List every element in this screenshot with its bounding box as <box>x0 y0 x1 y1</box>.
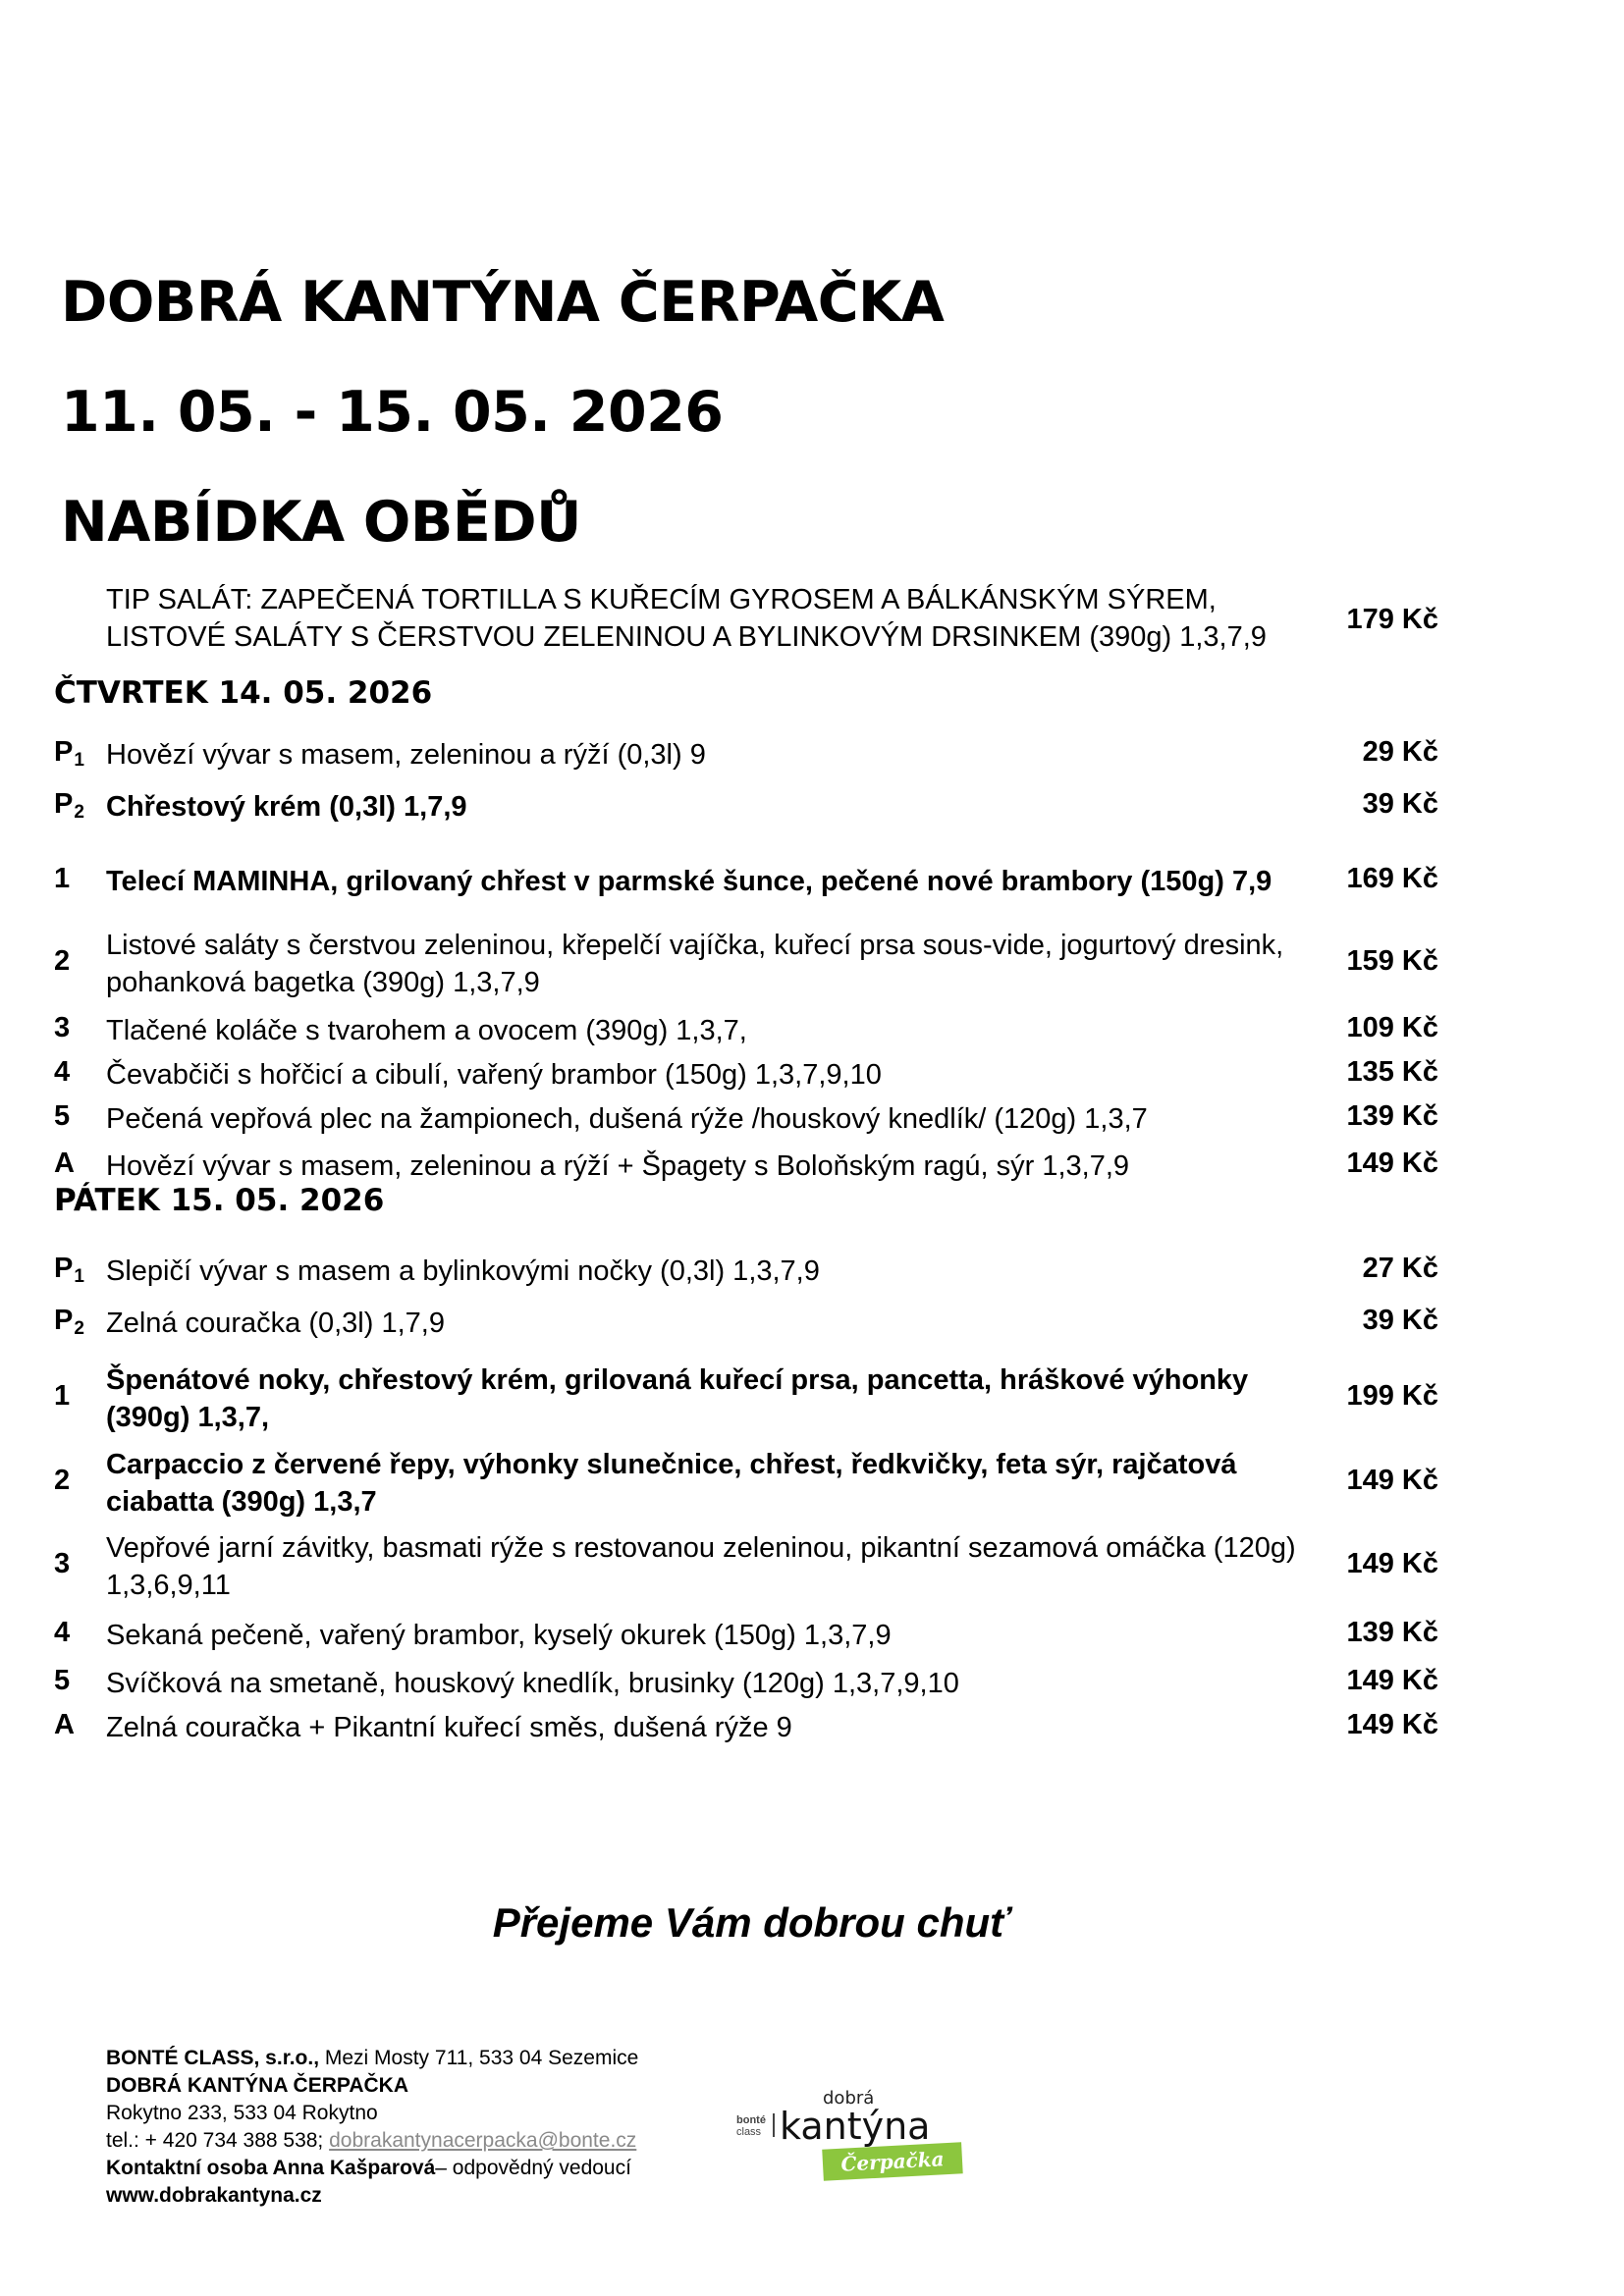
menu-item-text: Tlačené koláče s tvarohem a ovocem (390g) 1,3,7, <box>106 1015 747 1046</box>
menu-item-code-letter: 5 <box>54 1665 71 1696</box>
menu-item-code-letter: 1 <box>54 863 71 894</box>
menu-item-code-letter: 4 <box>54 1617 71 1648</box>
date-range: 11. 05. - 15. 05. 2026 <box>61 380 724 445</box>
menu-item-code <box>54 1305 84 1340</box>
menu-item-text: Slepičí vývar s masem a bylinkovými nočky (0,3l) 1,3,7,9 <box>106 1255 820 1287</box>
menu-item-code <box>54 1665 70 1697</box>
menu-item-price: 139 Kč <box>1346 1100 1438 1132</box>
tip-price: 179 Kč <box>1346 604 1438 635</box>
menu-item-text: Chřestový krém (0,3l) 1,7,9 <box>106 791 467 823</box>
menu-item-price: 199 Kč <box>1346 1380 1438 1412</box>
footer-address: Mezi Mosty 711, 533 04 Sezemice <box>319 2047 639 2069</box>
menu-item-code-letter: 3 <box>54 1548 71 1579</box>
menu-item-code <box>54 1148 75 1180</box>
logo-dobra: dobrá <box>823 2088 875 2109</box>
tip-line-1: TIP SALÁT: ZAPEČENÁ TORTILLA S KUŘECÍM GYROSEM A BÁLKÁNSKÝM SÝREM, <box>106 584 1217 615</box>
menu-item-code <box>54 1548 70 1580</box>
menu-item-code <box>54 1380 70 1413</box>
menu-item-code-letter: 3 <box>54 1012 71 1043</box>
menu-item-code-sub: 2 <box>74 1318 84 1339</box>
kantyna-logo <box>736 2086 1011 2184</box>
footer <box>106 2045 638 2210</box>
footer-company: BONTÉ CLASS, s.r.o., <box>106 2047 320 2069</box>
menu-item-price: 139 Kč <box>1346 1617 1438 1648</box>
footer-email-link[interactable]: dobrakantynacerpacka@bonte.cz <box>329 2129 637 2152</box>
menu-item-code <box>54 1100 70 1133</box>
page-subtitle: NABÍDKA OBĚDŮ <box>61 490 581 555</box>
menu-item-price: 135 Kč <box>1346 1056 1438 1088</box>
tip-line-2: LISTOVÉ SALÁTY S ČERSTVOU ZELENINOU A BYLINKOVÝM DRSINKEM (390g) 1,3,7,9 <box>106 621 1267 653</box>
logo-kantyna: kantýna <box>780 2105 931 2148</box>
menu-item-text: Pečená vepřová plec na žampionech, dušená rýže /houskový knedlík/ (120g) 1,3,7 <box>106 1103 1148 1135</box>
menu-item-text: Svíčková na smetaně, houskový knedlík, brusinky (120g) 1,3,7,9,10 <box>106 1668 959 1699</box>
menu-item-code-letter: 5 <box>54 1100 71 1132</box>
menu-item-code-sub: 1 <box>74 750 84 771</box>
menu-item-price: 39 Kč <box>1362 1305 1438 1336</box>
menu-item-price: 159 Kč <box>1346 945 1438 977</box>
logo-bonte: bonté <box>736 2114 766 2126</box>
menu-item-price: 109 Kč <box>1346 1012 1438 1043</box>
menu-item-price: 39 Kč <box>1362 788 1438 820</box>
menu-item-code-sub: 1 <box>74 1266 84 1287</box>
menu-item-code <box>54 1253 84 1288</box>
menu-item-text: Telecí MAMINHA, grilovaný chřest v parmské šunce, pečené nové brambory (150g) 7,9 <box>106 866 1272 897</box>
menu-item-code <box>54 736 84 772</box>
menu-item-text: Carpaccio z červené řepy, výhonky slunečnice, chřest, ředkvičky, feta sýr, rajčatová ciabatta (390g) 1,3,7 <box>106 1449 1237 1518</box>
menu-item-text: Hovězí vývar s masem, zeleninou a rýží (0,3l) 9 <box>106 739 706 771</box>
menu-item-code-letter: P <box>54 1305 74 1336</box>
slogan: Přejeme Vám dobrou chuť <box>492 1899 1010 1946</box>
footer-web[interactable]: www.dobrakantyna.cz <box>106 2184 322 2207</box>
footer-phone: tel.: + 420 734 388 538; <box>106 2129 330 2152</box>
menu-item-code <box>54 788 84 824</box>
logo-cerpacka: Čerpačka <box>839 2147 946 2176</box>
menu-item-text: Špenátové noky, chřestový krém, grilovaná kuřecí prsa, pancetta, hráškové výhonky (390g) 1,3,7, <box>106 1364 1249 1433</box>
day-heading: PÁTEK 15. 05. 2026 <box>54 1183 385 1218</box>
menu-item-text: Hovězí vývar s masem, zeleninou a rýží + Špagety s Boloňským ragú, sýr 1,3,7,9 <box>106 1150 1130 1182</box>
menu-item-code <box>54 1709 75 1741</box>
logo-class: class <box>736 2126 762 2138</box>
logo-divider <box>773 2113 775 2137</box>
menu-item-code <box>54 1056 70 1089</box>
menu-item-code-letter: P <box>54 788 74 820</box>
menu-item-price: 149 Kč <box>1346 1148 1438 1179</box>
menu-item-code-letter: 4 <box>54 1056 71 1088</box>
menu-item-price: 27 Kč <box>1362 1253 1438 1284</box>
menu-item-code <box>54 945 70 978</box>
menu-item-text: Sekaná pečeně, vařený brambor, kyselý okurek (150g) 1,3,7,9 <box>106 1620 892 1651</box>
menu-item-price: 149 Kč <box>1346 1465 1438 1496</box>
menu-item-code <box>54 863 70 895</box>
menu-item-price: 29 Kč <box>1362 736 1438 768</box>
menu-item-code-letter: A <box>54 1709 75 1740</box>
footer-contact: Kontaktní osoba Anna Kašparová <box>106 2157 436 2179</box>
tip-salad <box>106 581 1267 656</box>
menu-item-text: Čevabčiči s hořčicí a cibulí, vařený brambor (150g) 1,3,7,9,10 <box>106 1059 882 1091</box>
menu-item-code-letter: P <box>54 736 74 768</box>
menu-item-text: Zelná couračka + Pikantní kuřecí směs, dušená rýže 9 <box>106 1712 792 1743</box>
page-title: DOBRÁ KANTÝNA ČERPAČKA <box>61 270 945 335</box>
menu-item-text: Vepřové jarní závitky, basmati rýže s restovanou zeleninou, pikantní sezamová omáčka (120g) 1,3,6,9,11 <box>106 1532 1296 1601</box>
menu-item-price: 149 Kč <box>1346 1665 1438 1696</box>
menu-item-price: 149 Kč <box>1346 1709 1438 1740</box>
menu-item-text: Zelná couračka (0,3l) 1,7,9 <box>106 1308 445 1339</box>
menu-item-code-letter: P <box>54 1253 74 1284</box>
day-heading: ČTVRTEK 14. 05. 2026 <box>54 675 433 711</box>
menu-item-code-sub: 2 <box>74 802 84 823</box>
footer-venue-address: Rokytno 233, 533 04 Rokytno <box>106 2102 378 2124</box>
menu-item-code-letter: A <box>54 1148 75 1179</box>
menu-item-price: 149 Kč <box>1346 1548 1438 1579</box>
menu-item-code <box>54 1465 70 1497</box>
menu-item-text: Listové saláty s čerstvou zeleninou, křepelčí vajíčka, kuřecí prsa sous-vide, jogurtový dresink, pohanková bagetka (390g) 1,3,7,9 <box>106 930 1284 998</box>
footer-contact-role: – odpovědný vedoucí <box>435 2157 631 2179</box>
menu-item-code <box>54 1617 70 1649</box>
menu-header <box>61 270 945 605</box>
footer-venue: DOBRÁ KANTÝNA ČERPAČKA <box>106 2074 408 2097</box>
menu-item-code-letter: 1 <box>54 1380 71 1412</box>
menu-item-code <box>54 1012 70 1044</box>
menu-item-price: 169 Kč <box>1346 863 1438 894</box>
menu-item-code-letter: 2 <box>54 1465 71 1496</box>
menu-item-code-letter: 2 <box>54 945 71 977</box>
